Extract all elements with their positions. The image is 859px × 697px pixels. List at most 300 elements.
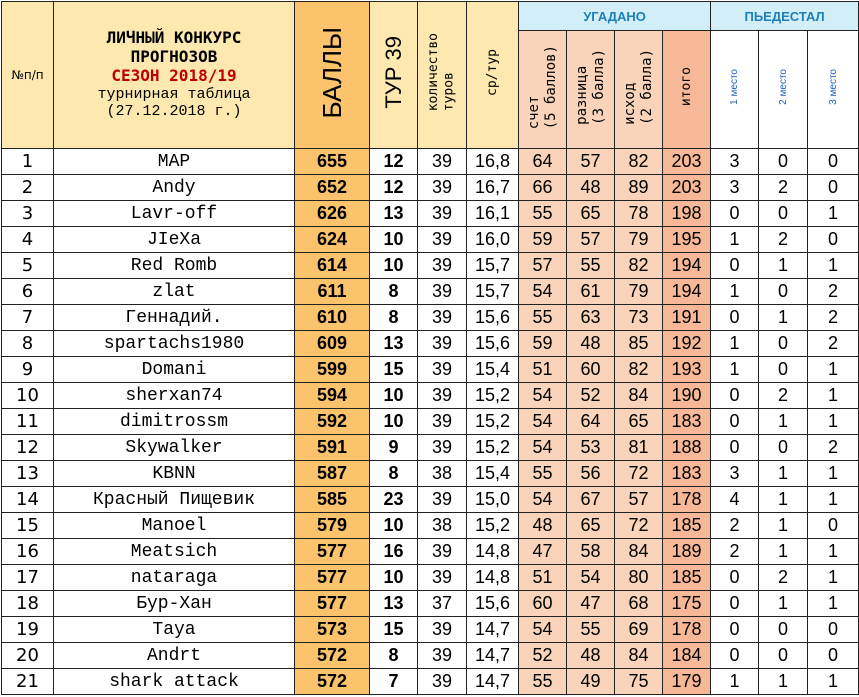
- cell-place1: 0: [711, 643, 759, 669]
- cell-place2: 1: [759, 591, 808, 617]
- tours-count-header: количество туров: [418, 2, 467, 149]
- cell-place2: 0: [759, 149, 808, 175]
- place3-header: 3 место: [808, 31, 859, 149]
- cell-outcome: 78: [615, 201, 663, 227]
- cell-avg: 15,4: [467, 357, 519, 383]
- cell-place3: 0: [808, 617, 859, 643]
- cell-place2: 0: [759, 279, 808, 305]
- cell-score: 51: [519, 357, 567, 383]
- cell-name: MAP: [54, 149, 295, 175]
- cell-score: 66: [519, 175, 567, 201]
- table-row: [2, 461, 859, 487]
- cell-tours: 37: [418, 591, 467, 617]
- cell-diff: 48: [567, 643, 615, 669]
- cell-tours: 39: [418, 383, 467, 409]
- cell-outcome: 65: [615, 409, 663, 435]
- cell-tours: 38: [418, 513, 467, 539]
- cell-name: Бур-Хан: [54, 591, 295, 617]
- cell-diff: 61: [567, 279, 615, 305]
- cell-place1: 3: [711, 461, 759, 487]
- cell-score: 48: [519, 513, 567, 539]
- cell-total: 203: [663, 175, 711, 201]
- cell-total: 184: [663, 643, 711, 669]
- cell-place1: 0: [711, 409, 759, 435]
- cell-num: 18: [2, 591, 54, 617]
- cell-score: 54: [519, 409, 567, 435]
- cell-score: 47: [519, 539, 567, 565]
- cell-tour: 16: [370, 539, 418, 565]
- cell-diff: 54: [567, 565, 615, 591]
- table-row: [2, 669, 859, 695]
- cell-place3: 2: [808, 279, 859, 305]
- cell-outcome: 73: [615, 305, 663, 331]
- cell-place1: 1: [711, 331, 759, 357]
- place2-header: 2 место: [759, 31, 808, 149]
- cell-balls: 599: [295, 357, 370, 383]
- cell-num: 10: [2, 383, 54, 409]
- cell-place1: 0: [711, 253, 759, 279]
- table-row: [2, 331, 859, 357]
- cell-balls: 591: [295, 435, 370, 461]
- cell-diff: 60: [567, 357, 615, 383]
- cell-num: 19: [2, 617, 54, 643]
- cell-tours: 39: [418, 409, 467, 435]
- cell-num: 14: [2, 487, 54, 513]
- cell-name: spartachs1980: [54, 331, 295, 357]
- cell-tour: 10: [370, 227, 418, 253]
- cell-diff: 49: [567, 669, 615, 695]
- cell-avg: 15,7: [467, 253, 519, 279]
- cell-name: Andy: [54, 175, 295, 201]
- table-row: [2, 539, 859, 565]
- cell-avg: 14,8: [467, 539, 519, 565]
- cell-tour: 23: [370, 487, 418, 513]
- cell-diff: 55: [567, 253, 615, 279]
- cell-num: 11: [2, 409, 54, 435]
- cell-outcome: 85: [615, 331, 663, 357]
- cell-tour: 7: [370, 669, 418, 695]
- cell-balls: 579: [295, 513, 370, 539]
- cell-tours: 39: [418, 227, 467, 253]
- cell-num: 3: [2, 201, 54, 227]
- cell-tours: 39: [418, 175, 467, 201]
- cell-diff: 63: [567, 305, 615, 331]
- cell-tours: 39: [418, 279, 467, 305]
- cell-tour: 9: [370, 435, 418, 461]
- cell-place3: 0: [808, 227, 859, 253]
- cell-avg: 16,1: [467, 201, 519, 227]
- cell-balls: 614: [295, 253, 370, 279]
- table-row: [2, 175, 859, 201]
- cell-place1: 1: [711, 279, 759, 305]
- cell-outcome: 80: [615, 565, 663, 591]
- cell-avg: 15,4: [467, 461, 519, 487]
- cell-tour: 15: [370, 617, 418, 643]
- cell-diff: 48: [567, 331, 615, 357]
- cell-total: 203: [663, 149, 711, 175]
- cell-place1: 0: [711, 617, 759, 643]
- cell-outcome: 68: [615, 591, 663, 617]
- cell-tour: 10: [370, 409, 418, 435]
- cell-place2: 0: [759, 331, 808, 357]
- cell-balls: 577: [295, 591, 370, 617]
- cell-place1: 2: [711, 513, 759, 539]
- title-line1: ЛИЧНЫЙ КОНКУРС: [106, 28, 242, 48]
- cell-name: Domani: [54, 357, 295, 383]
- cell-balls: 573: [295, 617, 370, 643]
- cell-num: 7: [2, 305, 54, 331]
- cell-tour: 10: [370, 253, 418, 279]
- cell-total: 179: [663, 669, 711, 695]
- cell-tour: 13: [370, 201, 418, 227]
- cell-avg: 16,8: [467, 149, 519, 175]
- place1-header: 1 место: [711, 31, 759, 149]
- cell-place1: 1: [711, 357, 759, 383]
- cell-avg: 15,0: [467, 487, 519, 513]
- cell-score: 54: [519, 279, 567, 305]
- cell-diff: 56: [567, 461, 615, 487]
- guessed-group-header: УГАДАНО: [519, 2, 711, 31]
- cell-outcome: 84: [615, 539, 663, 565]
- cell-outcome: 82: [615, 253, 663, 279]
- cell-place1: 4: [711, 487, 759, 513]
- cell-avg: 15,6: [467, 305, 519, 331]
- cell-total: 191: [663, 305, 711, 331]
- cell-place2: 1: [759, 487, 808, 513]
- cell-diff: 58: [567, 539, 615, 565]
- cell-place2: 0: [759, 435, 808, 461]
- cell-tours: 39: [418, 435, 467, 461]
- cell-num: 1: [2, 149, 54, 175]
- cell-balls: 611: [295, 279, 370, 305]
- cell-tours: 39: [418, 201, 467, 227]
- table-body: [2, 2, 859, 695]
- cell-score: 57: [519, 253, 567, 279]
- table-row: [2, 305, 859, 331]
- cell-diff: 53: [567, 435, 615, 461]
- cell-place3: 0: [808, 175, 859, 201]
- cell-balls: 609: [295, 331, 370, 357]
- table-row: [2, 149, 859, 175]
- cell-outcome: 79: [615, 227, 663, 253]
- cell-tour: 10: [370, 513, 418, 539]
- cell-outcome: 69: [615, 617, 663, 643]
- cell-place3: 1: [808, 461, 859, 487]
- table-row: [2, 591, 859, 617]
- cell-name: Taya: [54, 617, 295, 643]
- cell-total: 198: [663, 201, 711, 227]
- table-row: [2, 357, 859, 383]
- cell-num: 4: [2, 227, 54, 253]
- cell-place2: 1: [759, 461, 808, 487]
- cell-total: 175: [663, 591, 711, 617]
- cell-tours: 39: [418, 357, 467, 383]
- cell-tours: 39: [418, 565, 467, 591]
- cell-place1: 0: [711, 201, 759, 227]
- cell-num: 16: [2, 539, 54, 565]
- cell-name: Красный Пищевик: [54, 487, 295, 513]
- outcome-header: исход (2 балла): [615, 31, 663, 149]
- avg-header: ср/тур: [467, 2, 519, 149]
- cell-outcome: 72: [615, 513, 663, 539]
- cell-num: 21: [2, 669, 54, 695]
- cell-name: Meatsich: [54, 539, 295, 565]
- cell-place1: 0: [711, 591, 759, 617]
- subtitle-label: турнирная таблица: [97, 85, 251, 103]
- cell-outcome: 57: [615, 487, 663, 513]
- cell-diff: 52: [567, 383, 615, 409]
- cell-place3: 2: [808, 435, 859, 461]
- cell-total: 178: [663, 617, 711, 643]
- cell-score: 54: [519, 487, 567, 513]
- cell-outcome: 79: [615, 279, 663, 305]
- table-row: [2, 383, 859, 409]
- cell-score: 55: [519, 461, 567, 487]
- cell-avg: 14,7: [467, 669, 519, 695]
- cell-tour: 8: [370, 279, 418, 305]
- cell-balls: 610: [295, 305, 370, 331]
- cell-place2: 1: [759, 669, 808, 695]
- cell-outcome: 75: [615, 669, 663, 695]
- cell-balls: 577: [295, 539, 370, 565]
- cell-name: shark attack: [54, 669, 295, 695]
- cell-place1: 0: [711, 435, 759, 461]
- cell-total: 183: [663, 409, 711, 435]
- cell-avg: 15,6: [467, 331, 519, 357]
- cell-balls: 624: [295, 227, 370, 253]
- cell-total: 194: [663, 253, 711, 279]
- table-row: [2, 201, 859, 227]
- cell-score: 54: [519, 435, 567, 461]
- cell-place2: 0: [759, 617, 808, 643]
- cell-diff: 48: [567, 175, 615, 201]
- cell-tours: 39: [418, 669, 467, 695]
- tour-header: ТУР 39: [370, 2, 418, 149]
- cell-place1: 3: [711, 149, 759, 175]
- table-row: [2, 435, 859, 461]
- cell-place2: 1: [759, 305, 808, 331]
- cell-place3: 1: [808, 565, 859, 591]
- cell-place2: 1: [759, 513, 808, 539]
- cell-avg: 14,8: [467, 565, 519, 591]
- cell-place2: 0: [759, 357, 808, 383]
- total-header: итого: [663, 31, 711, 149]
- cell-place1: 0: [711, 305, 759, 331]
- cell-tour: 12: [370, 175, 418, 201]
- cell-num: 6: [2, 279, 54, 305]
- cell-avg: 15,2: [467, 435, 519, 461]
- cell-num: 20: [2, 643, 54, 669]
- cell-name: Andrt: [54, 643, 295, 669]
- table-title: [54, 2, 295, 149]
- cell-place3: 1: [808, 201, 859, 227]
- cell-outcome: 84: [615, 643, 663, 669]
- cell-place3: 2: [808, 305, 859, 331]
- cell-score: 51: [519, 565, 567, 591]
- cell-place2: 2: [759, 565, 808, 591]
- cell-tour: 15: [370, 357, 418, 383]
- cell-outcome: 84: [615, 383, 663, 409]
- cell-score: 55: [519, 305, 567, 331]
- cell-place2: 1: [759, 253, 808, 279]
- season-label: СЕЗОН 2018/19: [111, 65, 237, 85]
- cell-score: 60: [519, 591, 567, 617]
- cell-diff: 57: [567, 149, 615, 175]
- cell-outcome: 89: [615, 175, 663, 201]
- cell-tours: 39: [418, 253, 467, 279]
- cell-total: 195: [663, 227, 711, 253]
- cell-place1: 1: [711, 227, 759, 253]
- num-header: №п/п: [2, 2, 54, 149]
- cell-avg: 15,2: [467, 383, 519, 409]
- table-row: [2, 617, 859, 643]
- cell-score: 55: [519, 201, 567, 227]
- cell-name: JIeXa: [54, 227, 295, 253]
- cell-place1: 2: [711, 539, 759, 565]
- cell-score: 54: [519, 383, 567, 409]
- cell-total: 189: [663, 539, 711, 565]
- table-row: [2, 279, 859, 305]
- cell-place3: 1: [808, 669, 859, 695]
- cell-place3: 0: [808, 643, 859, 669]
- cell-diff: 65: [567, 513, 615, 539]
- cell-diff: 57: [567, 227, 615, 253]
- cell-avg: 16,0: [467, 227, 519, 253]
- cell-place2: 0: [759, 201, 808, 227]
- cell-balls: 585: [295, 487, 370, 513]
- cell-total: 192: [663, 331, 711, 357]
- table-row: [2, 643, 859, 669]
- cell-place3: 1: [808, 409, 859, 435]
- cell-place2: 2: [759, 383, 808, 409]
- cell-avg: 15,6: [467, 591, 519, 617]
- cell-place3: 1: [808, 539, 859, 565]
- cell-num: 12: [2, 435, 54, 461]
- table-row: [2, 227, 859, 253]
- cell-avg: 16,7: [467, 175, 519, 201]
- cell-tours: 39: [418, 643, 467, 669]
- standings-table: [1, 1, 859, 695]
- cell-diff: 67: [567, 487, 615, 513]
- cell-avg: 15,2: [467, 513, 519, 539]
- cell-name: Red Romb: [54, 253, 295, 279]
- cell-name: sherxan74: [54, 383, 295, 409]
- cell-balls: 592: [295, 409, 370, 435]
- cell-total: 188: [663, 435, 711, 461]
- cell-tour: 10: [370, 565, 418, 591]
- cell-score: 59: [519, 331, 567, 357]
- cell-score: 52: [519, 643, 567, 669]
- cell-num: 15: [2, 513, 54, 539]
- cell-balls: 577: [295, 565, 370, 591]
- table-row: [2, 487, 859, 513]
- date-label: (27.12.2018 г.): [106, 103, 242, 121]
- cell-avg: 14,7: [467, 643, 519, 669]
- cell-tour: 13: [370, 331, 418, 357]
- cell-name: nataraga: [54, 565, 295, 591]
- cell-place3: 1: [808, 487, 859, 513]
- cell-place3: 0: [808, 149, 859, 175]
- cell-balls: 626: [295, 201, 370, 227]
- table-row: [2, 409, 859, 435]
- table-row: [2, 253, 859, 279]
- cell-total: 193: [663, 357, 711, 383]
- cell-tours: 38: [418, 461, 467, 487]
- cell-place2: 1: [759, 409, 808, 435]
- cell-diff: 65: [567, 201, 615, 227]
- cell-balls: 572: [295, 669, 370, 695]
- cell-tour: 10: [370, 383, 418, 409]
- cell-outcome: 82: [615, 357, 663, 383]
- cell-num: 13: [2, 461, 54, 487]
- cell-place3: 1: [808, 383, 859, 409]
- cell-name: Lavr-off: [54, 201, 295, 227]
- table-row: [2, 565, 859, 591]
- cell-place3: 1: [808, 253, 859, 279]
- cell-place3: 1: [808, 357, 859, 383]
- cell-name: Геннадий.: [54, 305, 295, 331]
- cell-place2: 1: [759, 539, 808, 565]
- cell-total: 185: [663, 565, 711, 591]
- cell-tours: 39: [418, 149, 467, 175]
- cell-place2: 2: [759, 175, 808, 201]
- cell-avg: 15,7: [467, 279, 519, 305]
- cell-tour: 12: [370, 149, 418, 175]
- cell-total: 194: [663, 279, 711, 305]
- podium-group-header: ПЬЕДЕСТАЛ: [711, 2, 859, 31]
- cell-name: Manoel: [54, 513, 295, 539]
- cell-tour: 13: [370, 591, 418, 617]
- balls-header: БАЛЛЫ: [295, 2, 370, 149]
- cell-place3: 1: [808, 591, 859, 617]
- cell-tour: 8: [370, 305, 418, 331]
- cell-score: 64: [519, 149, 567, 175]
- cell-balls: 652: [295, 175, 370, 201]
- cell-place1: 1: [711, 669, 759, 695]
- cell-name: dimitrossm: [54, 409, 295, 435]
- cell-tours: 39: [418, 487, 467, 513]
- cell-avg: 14,7: [467, 617, 519, 643]
- cell-outcome: 81: [615, 435, 663, 461]
- cell-tour: 8: [370, 643, 418, 669]
- cell-balls: 572: [295, 643, 370, 669]
- cell-name: Skywalker: [54, 435, 295, 461]
- cell-diff: 55: [567, 617, 615, 643]
- cell-total: 183: [663, 461, 711, 487]
- table-row: [2, 513, 859, 539]
- cell-name: zlat: [54, 279, 295, 305]
- cell-num: 2: [2, 175, 54, 201]
- cell-num: 5: [2, 253, 54, 279]
- cell-tours: 39: [418, 305, 467, 331]
- cell-tours: 39: [418, 539, 467, 565]
- cell-balls: 655: [295, 149, 370, 175]
- score-header: счет (5 баллов): [519, 31, 567, 149]
- cell-balls: 594: [295, 383, 370, 409]
- cell-score: 59: [519, 227, 567, 253]
- cell-place2: 2: [759, 227, 808, 253]
- cell-score: 54: [519, 617, 567, 643]
- cell-outcome: 82: [615, 149, 663, 175]
- header-row-groups: [2, 2, 859, 31]
- cell-place1: 0: [711, 383, 759, 409]
- cell-num: 17: [2, 565, 54, 591]
- cell-score: 55: [519, 669, 567, 695]
- cell-outcome: 72: [615, 461, 663, 487]
- cell-avg: 15,2: [467, 409, 519, 435]
- cell-place2: 0: [759, 643, 808, 669]
- cell-tour: 8: [370, 461, 418, 487]
